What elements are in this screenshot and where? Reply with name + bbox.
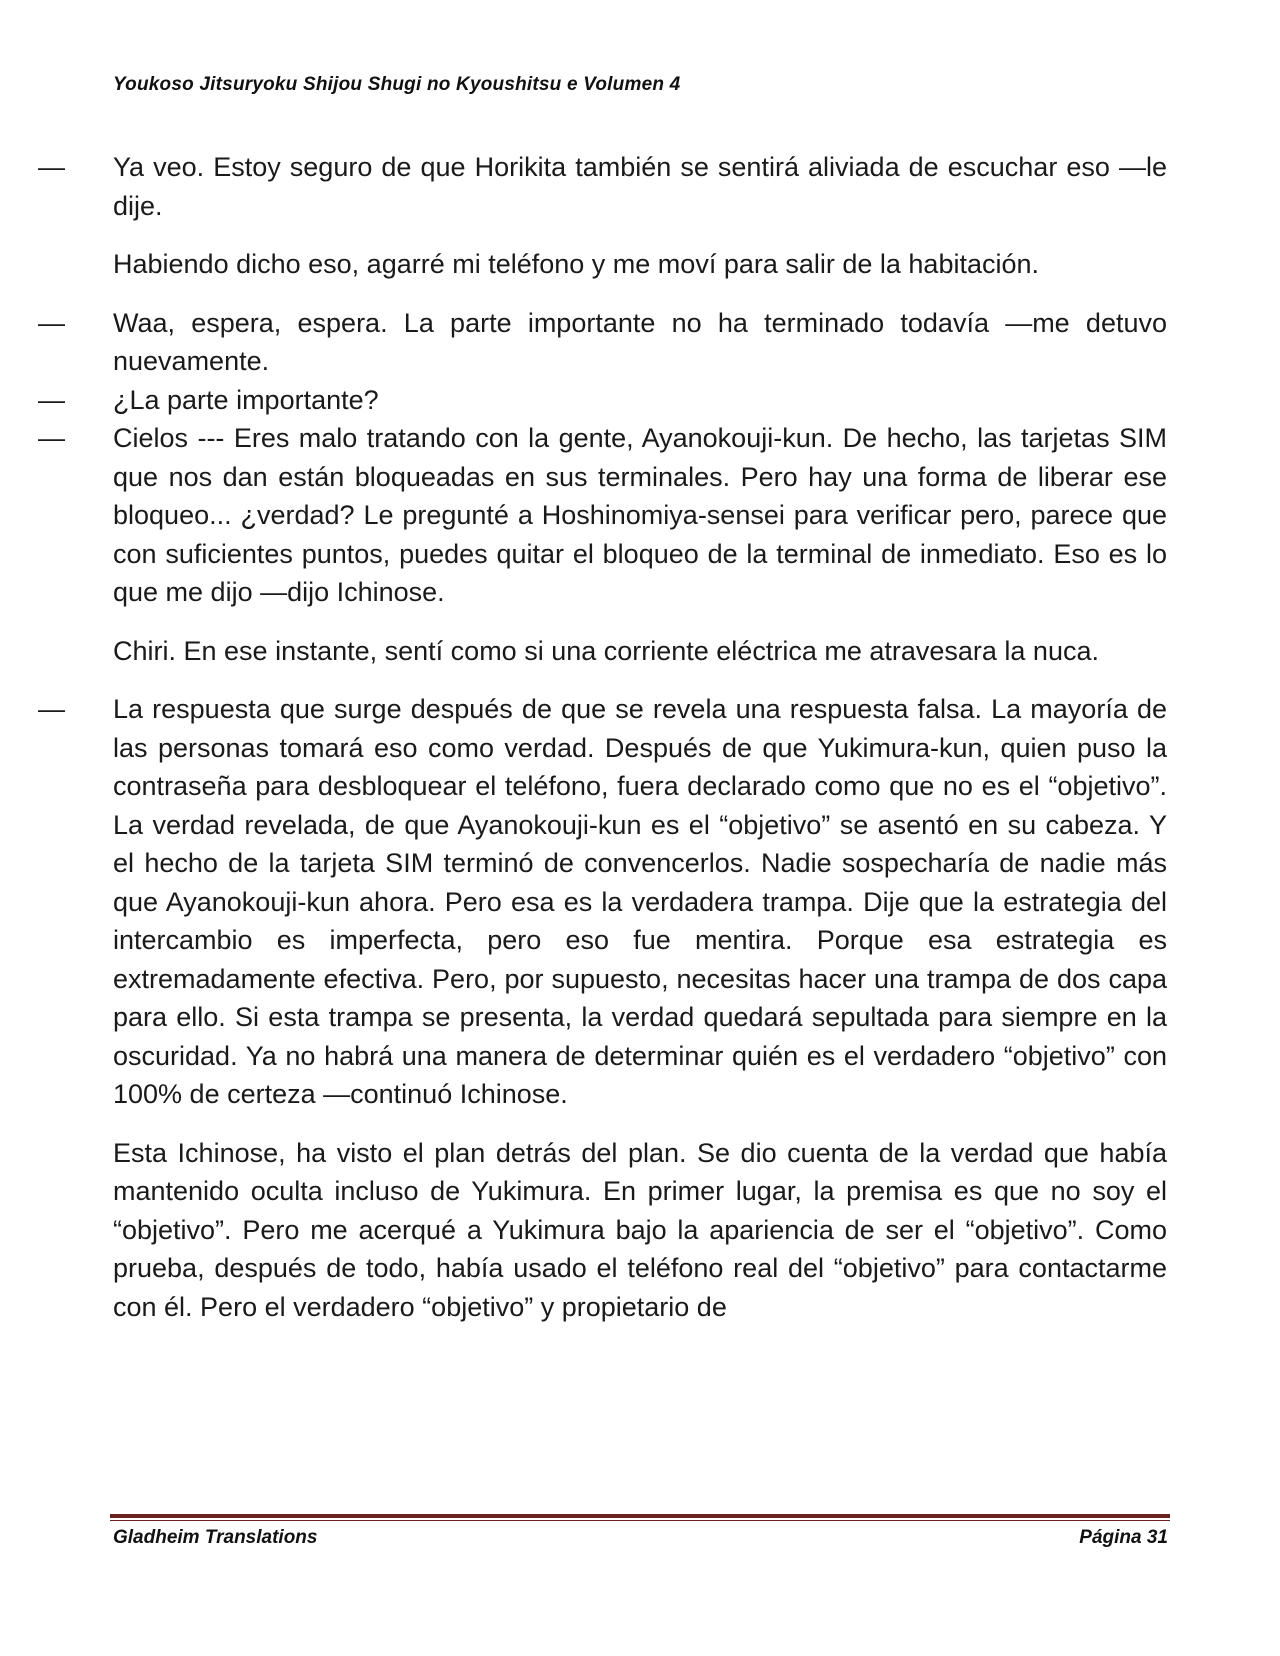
dialogue-dash: — (38, 152, 65, 182)
footer-divider-thick (110, 1514, 1170, 1518)
dialogue-text-1: Ya veo. Estoy seguro de que Horikita también se sentirá aliviada de escuchar eso —le dije. (113, 152, 1167, 221)
dialogue-dash: — (38, 694, 65, 724)
dialogue-block-1 (38, 148, 1167, 225)
dialogue-line-3 (38, 381, 1167, 420)
narration-paragraph-2: Chiri. En ese instante, sentí como si una corriente eléctrica me atravesara la nuca. (113, 635, 1099, 666)
narration-paragraph-1: Habiendo dicho eso, agarré mi teléfono y me moví para salir de la habitación. (113, 249, 1040, 279)
dialogue-text-3: ¿La parte importante? (113, 384, 379, 415)
dialogue-dash: — (38, 307, 65, 338)
dialogue-dash: — (38, 384, 65, 415)
dialogue-text-4: Cielos --- Eres malo tratando con la gente, Ayanokouji-kun. De hecho, las tarjetas SIM que nos dan están bloqueadas en sus terminales. Pero hay una forma de liberar ese bloqueo... ¿verdad? Le pregunté a Hoshinomiya-sensei para verificar pero, parece que con suficientes puntos, puedes quitar el bloqueo de la terminal de inmediato. Eso es lo que me dijo —dijo Ichinose. (113, 423, 1167, 607)
dialogue-text-5: La respuesta que surge después de que se revela una respuesta falsa. La mayoría de las personas tomará eso como verdad. Después de que Yukimura-kun, quien puso la contraseña para desbloquear el teléfono, fuera declarado como que no es el “objetivo”. La verdad revelada, de que Ayanokouji-kun es el “objetivo” se asentó en su cabeza. Y el hecho de la tarjeta SIM terminó de convencerlos. Nadie sospecharía de nadie más que Ayanokouji-kun ahora. Pero esa es la verdadera trampa. Dije que la estrategia del intercambio es imperfecta, pero eso fue mentira. Porque esa estrategia es extremadamente efectiva. Pero, por supuesto, necesitas hacer una trampa de dos capa para ello. Si esta trampa se presenta, la verdad quedará sepultada para siempre en la oscuridad. Ya no habrá una manera de determinar quién es el verdadero “objetivo” con 100% de certeza —continuó Ichinose. (113, 694, 1167, 1109)
dialogue-line-2 (38, 304, 1167, 381)
footer-divider (110, 1514, 1170, 1521)
dialogue-line-4 (38, 419, 1167, 612)
narration-block-3 (113, 1134, 1167, 1327)
dialogue-dash: — (38, 423, 65, 453)
footer-translator-credit: Gladheim Translations (113, 1527, 318, 1548)
dialogue-block-3 (38, 690, 1167, 1114)
dialogue-text-2: Waa, espera, espera. La parte importante no ha terminado todavía —me detuvo nuevamente. (113, 307, 1167, 376)
narration-block-2 (113, 632, 1167, 671)
dialogue-line-5 (38, 690, 1167, 1114)
page-header-title: Youkoso Jitsuryoku Shijou Shugi no Kyoushitsu e Volumen 4 (113, 74, 681, 95)
narration-paragraph-3: Esta Ichinose, ha visto el plan detrás del plan. Se dio cuenta de la verdad que había mantenido oculta incluso de Yukimura. En primer lugar, la premisa es que no soy el “objetivo”. Pero me acerqué a Yukimura bajo la apariencia de ser el “objetivo”. Como prueba, después de todo, había usado el teléfono real del “objetivo” para contactarme con él. Pero el verdadero “objetivo” y propietario de (113, 1137, 1167, 1322)
footer-divider-thin (110, 1520, 1170, 1521)
document-body (38, 148, 1167, 1346)
dialogue-block-2 (38, 304, 1167, 612)
footer-page-number: Página 31 (1079, 1527, 1168, 1548)
narration-block-1 (113, 245, 1167, 284)
dialogue-line-1 (38, 148, 1167, 225)
